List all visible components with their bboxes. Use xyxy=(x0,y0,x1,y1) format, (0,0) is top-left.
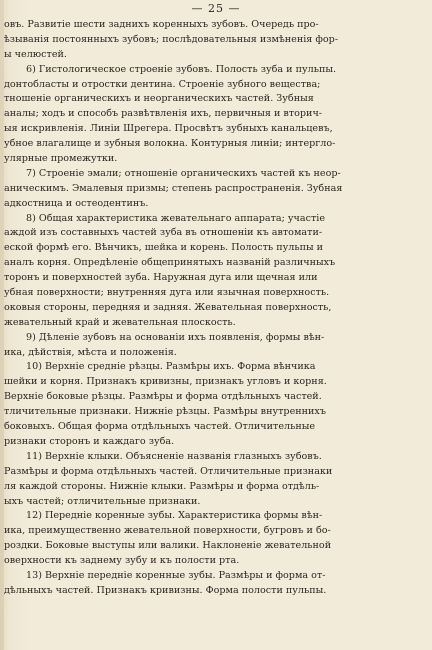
text-line: 6) Гистологическое строеніе зубовъ. Полость зуба и пульпы. xyxy=(26,63,337,75)
text-line: аналъ корня. Опредѣленіе общепринятыхъ названій различныхъ xyxy=(4,257,336,269)
text-line: ѣзыванія постоянныхъ зубовъ; послѣдовательныя измѣненія фор- xyxy=(4,33,339,45)
text-line: аждой изъ составныхъ частей зуба въ отношеніи къ автомати- xyxy=(4,227,323,239)
text-line: ы челюстей. xyxy=(4,48,67,60)
body-text xyxy=(0,18,420,599)
text-line: 11) Верхніе клыки. Объясненіе названія глазныхъ зубовъ. xyxy=(26,450,322,462)
text-line: овъ. Развитіе шести заднихъ коренныхъ зубовъ. Очередь про- xyxy=(4,19,319,30)
text-line: ля каждой стороны. Нижніе клыки. Размѣры и форма отдѣль- xyxy=(4,480,320,492)
text-line: 10) Верхніе средніе рѣзцы. Размѣры ихъ. Форма вѣнчика xyxy=(26,361,316,373)
text-line: жевательный край и жевательная плоскость. xyxy=(4,316,236,328)
text-line: оковыя стороны, передняя и задняя. Жевательная поверхность, xyxy=(4,301,332,313)
text-line: адкостница и остеодентинъ. xyxy=(4,197,149,209)
text-line: убная поверхности; внутренняя дуга или язычная поверхность. xyxy=(4,287,330,299)
text-line: ика, дѣйствія, мѣста и положенія. xyxy=(4,346,177,358)
text-line: Размѣры и форма отдѣльныхъ частей. Отличительные признаки xyxy=(4,465,333,477)
text-line: шейки и корня. Признакъ кривизны, признакъ угловъ и корня. xyxy=(4,376,327,388)
text-line: торонъ и поверхностей зуба. Наружная дуга или щечная или xyxy=(4,272,318,284)
text-line: убное влагалище и зубныя волокна. Контурныя линіи; интерглo- xyxy=(4,138,336,150)
text-line: аническимъ. Эмалевыя призмы; степень распространенія. Зубная xyxy=(4,182,343,194)
text-line: роздки. Боковые выступы или валики. Наклоненіе жевательной xyxy=(4,540,332,552)
text-line: тношеніе органическихъ и неорганическихъ частей. Зубныя xyxy=(4,93,314,105)
text-line: ыя искривленія. Линіи Шрегера. Просвѣтъ зубныхъ канальцевъ, xyxy=(4,123,333,135)
text-line: 8) Общая характеристика жевательнаго аппарата; участіе xyxy=(26,212,326,224)
text-line: ризнаки сторонъ и каждаго зуба. xyxy=(4,435,175,447)
text-line: ыхъ частей; отличительные признаки. xyxy=(4,495,201,507)
text-line: оверхности къ заднему зубу и къ полости рта. xyxy=(4,555,240,567)
text-line: донтобласты и отростки дентина. Строеніе зубного вещества; xyxy=(4,78,321,90)
text-line: 7) Строеніе эмали; отношеніе органическихъ частей къ неор- xyxy=(26,167,341,179)
page-number: — 25 — xyxy=(191,2,241,15)
text-line: Верхніе боковые рѣзцы. Размѣры и форма отдѣльныхъ частей. xyxy=(4,391,322,403)
text-line: 9) Дѣленіе зубовъ на основаніи ихъ появленія, формы вѣн- xyxy=(26,331,325,343)
text-line: дѣльныхъ частей. Признакъ кривизны. Форма полости пульпы. xyxy=(4,584,327,596)
text-line: ика, преимущественно жевательной поверхности, бугровъ и бо- xyxy=(4,525,331,537)
text-line: 13) Верхніе передніе коренные зубы. Размѣры и форма от- xyxy=(26,569,326,581)
text-line: тличительные признаки. Нижніе рѣзцы. Размѣры внутреннихъ xyxy=(4,406,326,418)
text-line: аналы; ходъ и способъ развѣтвленія ихъ, первичныя и вторич- xyxy=(4,108,323,120)
text-line: еской формѣ его. Вѣнчикъ, шейка и корень. Полость пульпы и xyxy=(4,242,324,254)
text-line: 12) Передніе коренные зубы. Характеристика формы вѣн- xyxy=(26,510,323,522)
text-line: боковыхъ. Общая форма отдѣльныхъ частей. Отличительные xyxy=(4,421,316,433)
text-line: улярные промежутки. xyxy=(4,153,118,165)
